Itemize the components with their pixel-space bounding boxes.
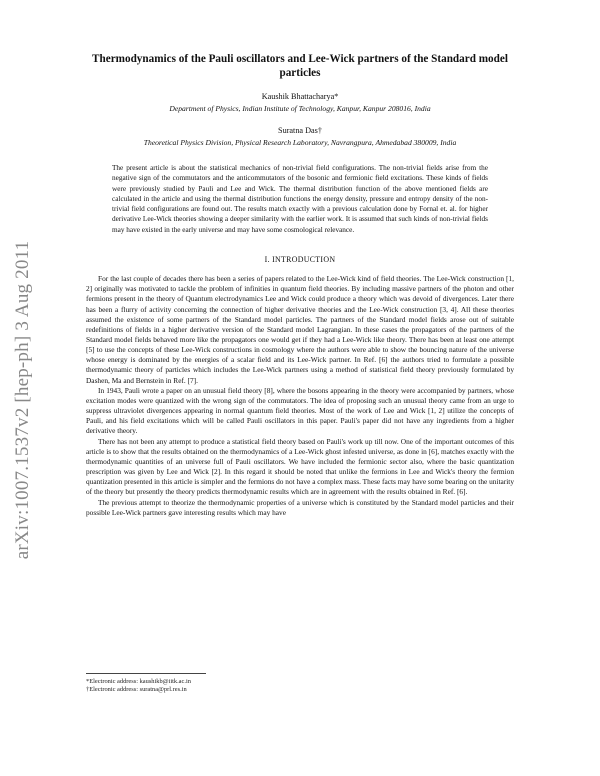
abstract: The present article is about the statistical mechanics of non-trivial field configurations. The non-trivial fields arise from the negative sign of the commutators and the anticommutators of the bosonic and fermionic field excitations. These kinds of fields were previously studied by Pauli and Lee and Wick. The thermal distribution function of the above mentioned fields are calculated in the article and using the thermal distribution functions the energy density, pressure and entropy density of the non-trivial field configurations are found out. The results match exactly with a previous calculation done by Fornal et. al. for higher derivative Lee-Wick theories showing a deeper similarity with the earlier work. It is assumed that such kinds of non-trivial fields may have existed in the early universe and may have some cosmological relevance.: [112, 164, 488, 234]
footnote: *Electronic address: kaushikb@iitk.ac.in: [86, 678, 191, 685]
arxiv-sidebar-stamp: [8, 205, 38, 595]
section-heading: I. INTRODUCTION: [264, 255, 336, 265]
author-affiliation: Department of Physics, Indian Institute of Technology, Kanpur, Kanpur 208016, India: [169, 104, 431, 113]
author-name: Suratna Das†: [278, 126, 322, 135]
paragraph: For the last couple of decades there has been a series of papers related to the Lee-Wick kind of field theories. The Lee-Wick construction [1, 2] originally was motivated to tackle the problem of infinities in quantum field theories. By including massive partners of the photon and other fermions present in the theory of Quantum electrodynamics Lee and Wick could produce a theory which was devoid of divergences. Later there has been a flurry of activity concerning the connection of higher derivative theories and the Lee-Wick construction [3, 4]. All these theories assumed the existence of some partners of the Standard model particles. The partners of the Standard model fields arose out of suitable redefinitions of fields in a higher derivative version of the Standard model Lagrangian. In these cases the propagators of the partners of the Standard model fields behaved more like the propagators one would get if they had a Lee-Wick like theory. There has been at least one attempt [5] to use the concepts of these Lee-Wick constructions in cosmology where the authors were able to show the bouncing nature of the universe whose energy is dominated by the energies of a scalar field and its Lee-Wick partner. In Ref. [6] the authors tried to formulate a possible thermodynamic theory of particles which includes the Lee-Wick partners using a method of statistical field theory previously formulated by Dashen, Ma and Bernstein in Ref. [7].: [86, 274, 514, 385]
paragraph: The previous attempt to theorize the thermodynamic properties of a universe which is constituted by the Standard model particles and their possible Lee-Wick partners gave interesting results which may have: [86, 497, 514, 517]
arxiv-identifier: arXiv:1007.1537v2 [hep-ph] 3 Aug 2011: [12, 240, 33, 560]
paper-page: [86, 52, 514, 518]
footnotes: [86, 673, 514, 695]
footnote: †Electronic address: suratna@prl.res.in: [86, 686, 187, 694]
paragraph: In 1943, Pauli wrote a paper on an unusual field theory [8], where the bosons appearing in the theory were accompanied by partners, whose excitation modes were quantized with the wrong sign of the commutators. The idea of proposing such an unusual theory came from an urge to suppress ultraviolet divergences appearing in normal quantum field theories. Most of the work of Lee and Wick [1, 2] utilize the concepts of Pauli, and his field excitations which will be called Pauli oscillators in this paper. Pauli's paper did not have any ingredients from a higher derivative theory.: [86, 385, 514, 436]
paper-title: Thermodynamics of the Pauli oscillators and Lee-Wick partners of the Standard model particles: [92, 53, 508, 79]
footnote-rule: [86, 673, 206, 674]
section-body: [86, 274, 514, 518]
author-name: Kaushik Bhattacharya*: [261, 92, 339, 101]
paragraph: There has not been any attempt to produce a statistical field theory based on Pauli's work up till now. One of the important outcomes of this article is to show that the results obtained on the thermodynamics of a Lee-Wick ghost infested universe, as done in [6], matches exactly with the thermodynamic quantities of an universe full of Pauli oscillators. We have included the fermionic sector also, where the basic quantization prescription was given by Lee and Wick [2]. In this regard it should be noted that unlike the fermions in Lee and Wick's theory the fermion quantization presented in this article is simpler and the fermions do not have a complex mass. These facts may have some bearing on the unitarity of the theory but presently the theory predicts thermodynamic results which are in agreement with the results obtained in Ref. [6].: [86, 436, 514, 497]
author-affiliation: Theoretical Physics Division, Physical Research Laboratory, Navrangpura, Ahmedabad 380009, India: [143, 138, 457, 147]
